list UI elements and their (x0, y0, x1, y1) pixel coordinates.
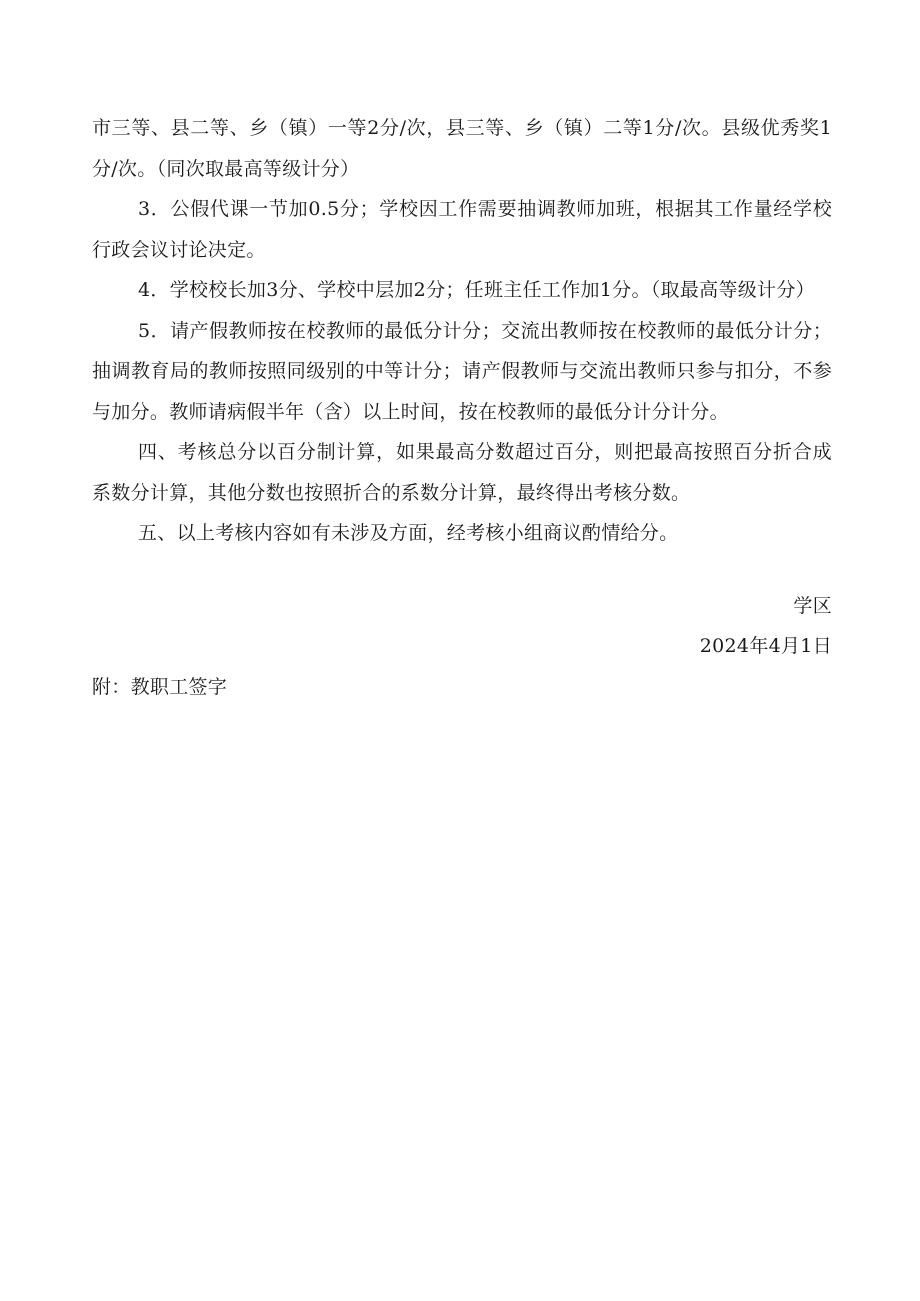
attachment-note: 附：教职工签字 (92, 675, 228, 698)
paragraph-section-5: 五、以上考核内容如有未涉及方面，经考核小组商议酌情给分。 (138, 522, 679, 544)
document-body (92, 108, 832, 707)
paragraph-section-4: 四、考核总分以百分制计算，如果最高分数超过百分，则把最高按照百分折合成系数分计算，其他分数也按照折合的系数分计算，最终得出考核分数。 (92, 441, 832, 504)
signature-org: 学区 (793, 594, 832, 617)
paragraph-item-3: 3．公假代课一节加0.5分；学校因工作需要抽调教师加班，根据其工作量经学校行政会议讨论决定。 (92, 198, 832, 261)
paragraph-award-scoring: 市三等、县二等、乡（镇）一等2分/次，县三等、乡（镇）二等1分/次。县级优秀奖1分/次。（同次取最高等级计分） (92, 117, 832, 180)
signature-spacer (92, 554, 832, 586)
paragraph-item-5: 5．请产假教师按在校教师的最低分计分；交流出教师按在校教师的最低分计分；抽调教育局的教师按照同级别的中等计分；请产假教师与交流出教师只参与扣分，不参与加分。教师请病假半年（含）以上时间，按在校教师的最低分计分计分。 (92, 319, 832, 423)
paragraph-item-4: 4．学校校长加3分、学校中层加2分；任班主任工作加1分。（取最高等级计分） (138, 279, 815, 301)
signature-date: 2024年4月1日 (699, 635, 832, 657)
